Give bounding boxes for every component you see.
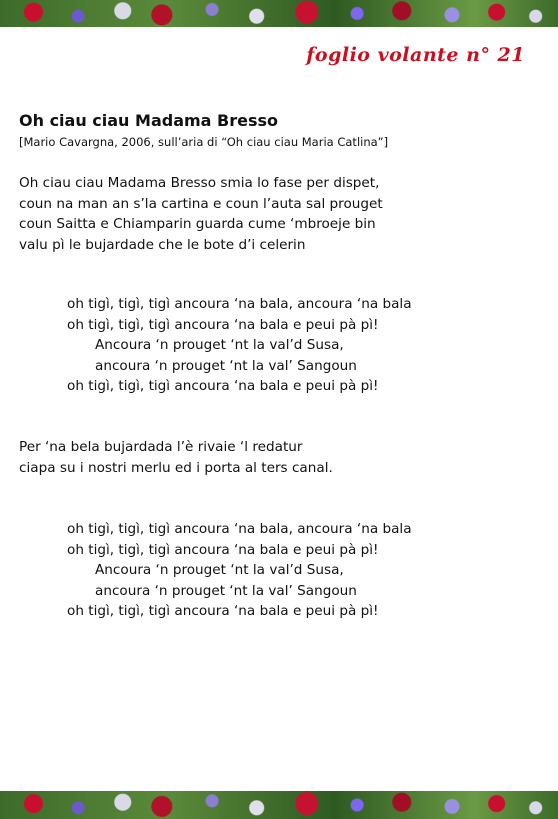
song-subtitle: [Mario Cavargna, 2006, sull’aria di “Oh ciau ciau Maria Catlina”] [19,135,389,149]
chorus-1 [67,294,412,397]
verse-line: valu pì le bujardade che le bote d’i celerin [19,236,306,253]
chorus-line: oh tigì, tigì, tigì ancoura ‘na bala e peui pà pì! [67,316,379,333]
chorus-line: oh tigì, tigì, tigì ancoura ‘na bala e peui pà pì! [67,541,379,558]
chorus-2 [67,519,412,622]
top-flower-banner [0,0,558,27]
verse-line: ciapa su i nostri merlu ed i porta al ters canal. [19,459,333,476]
chorus-line: ancoura ‘n prouget ‘nt la val’ Sangoun [95,357,357,374]
chorus-line: oh tigì, tigì, tigì ancoura ‘na bala, ancoura ‘na bala [67,521,412,537]
verse-line: coun Saitta e Chiamparin guarda cume ‘mbroeje bin [19,216,376,232]
chorus-line: oh tigì, tigì, tigì ancoura ‘na bala, ancoura ‘na bala [67,296,412,312]
bottom-flower-banner [0,791,558,819]
chorus-line: ancoura ‘n prouget ‘nt la val’ Sangoun [95,582,357,599]
verse-1 [19,173,383,255]
chorus-line: Ancoura ‘n prouget ‘nt la val’d Susa, [95,337,344,353]
verse-line: coun na man an s’la cartina e coun l’auta sal prouget [19,195,383,212]
chorus-line: Ancoura ‘n prouget ‘nt la val’d Susa, [95,562,344,578]
chorus-line: oh tigì, tigì, tigì ancoura ‘na bala e peui pà pì! [67,603,379,619]
chorus-line: oh tigì, tigì, tigì ancoura ‘na bala e peui pà pì! [67,378,379,394]
verse-line: Oh ciau ciau Madama Bresso smia lo fase per dispet, [19,175,380,191]
song-title: Oh ciau ciau Madama Bresso [19,111,278,130]
verse-line: Per ‘na bela bujardada l’è rivaie ‘l redatur [19,439,303,455]
folio-number: foglio volante n° 21 [306,44,525,66]
verse-2 [19,437,333,478]
